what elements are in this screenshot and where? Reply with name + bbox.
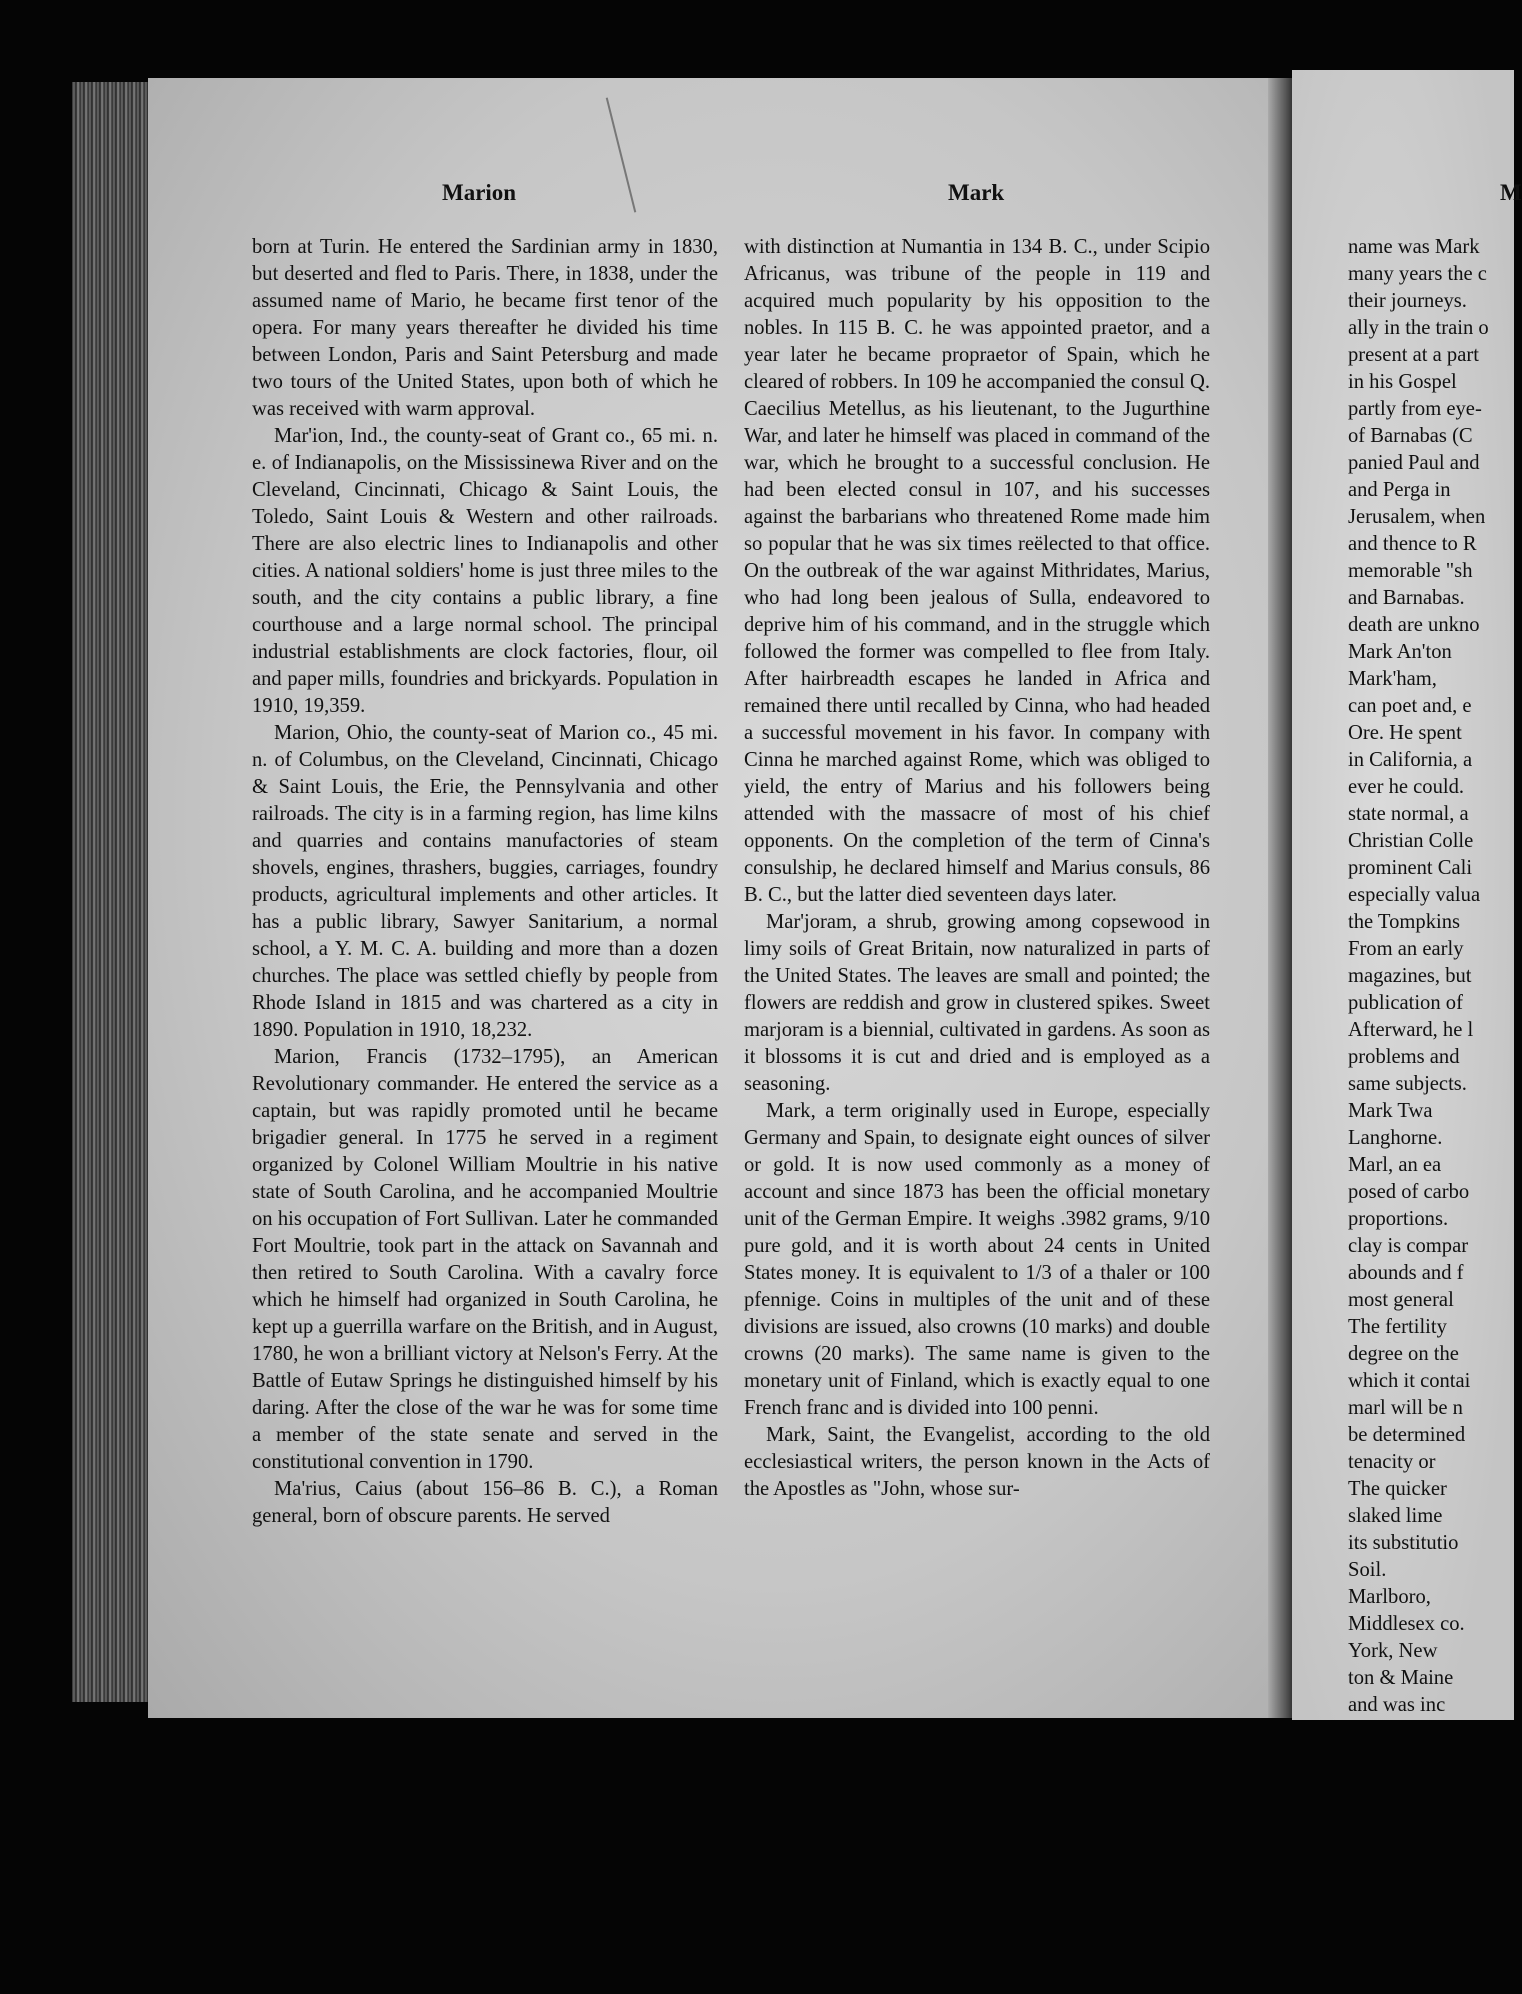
left-text-column [252, 234, 718, 1530]
right-column-line: most general [1348, 1289, 1454, 1311]
running-head-right: M [1500, 180, 1522, 205]
right-column-line: Mark'ham, [1348, 668, 1437, 690]
book-page-edges [72, 82, 152, 1702]
right-column-line: The quicker [1348, 1478, 1447, 1500]
entry-marjoram: Mar'joram, a shrub, growing among copsewood in limy soils of Great Britain, now naturalized in parts of the United States. The leaves are small and pointed; the flowers are reddish and grow in clustered spikes. Sweet marjoram is a biennial, cultivated in gardens. As soon as it blossoms it is cut and dried and is employed as a seasoning. [744, 911, 1210, 1095]
right-column-line: From an early [1348, 938, 1464, 960]
right-column-line: which it contai [1348, 1370, 1471, 1392]
entry-marion-ohio: Marion, Ohio, the county-seat of Marion co., 45 mi. n. of Columbus, on the Cleveland, Cincinnati, Chicago & Saint Louis, the Erie, the Pennsylvania and other railroads. The city is in a farming region, has lime kilns and quarries and contains manufactories of steam shovels, engines, thrashers, buggies, carriages, foundry products, agricultural implements and other articles. It has a public library, Sawyer Sanitarium, a normal school, a Y. M. C. A. building and more than a dozen churches. The place was settled chiefly by people from Rhode Island in 1815 and was chartered as a city in 1890. Population in 1910, 18,232. [252, 722, 718, 1041]
right-column-line: in California, a [1348, 749, 1473, 771]
right-column-line: of Barnabas (C [1348, 425, 1473, 447]
right-column-line: state normal, a [1348, 803, 1469, 825]
right-column-line: ton & Maine [1348, 1667, 1454, 1689]
right-column-line: magazines, but [1348, 965, 1472, 987]
right-column-line: degree on the [1348, 1343, 1459, 1365]
right-column-line: Marlboro, [1348, 1586, 1431, 1608]
right-column-line: be determined [1348, 1424, 1466, 1446]
paragraph-continuation: with distinction at Numantia in 134 B. C., under Scipio Africanus, was tribune of the people in 119 and acquired much popularity by his opposition to the nobles. In 115 B. C. he was appointed praetor, and a year later he became propraetor of Spain, which he cleared of robbers. In 109 he accompanied the consul Q. Caecilius Metellus, as his lieutenant, to the Jugurthine War, and later he himself was placed in command of the war, which he brought to a successful conclusion. He had been elected consul in 107, and his successes against the barbarians who threatened Rome made him so popular that he was six times reëlected to that office. On the outbreak of the war against Mithridates, Marius, who had long been jealous of Sulla, endeavored to deprive him of his command, and in the struggle which followed the former was compelled to flee from Italy. After hairbreadth escapes he landed in Africa and remained there until recalled by Cinna, who had headed a successful movement in his favor. In company with Cinna he marched against Rome, which was obliged to yield, the entry of Marius and his followers being attended with the massacre of most of his chief opponents. On the completion of the term of Cinna's consulship, he declared himself and Marius consuls, 86 B. C., but the latter died seventeen days later. [744, 236, 1210, 906]
right-column-line: problems and [1348, 1046, 1460, 1068]
entry-marius-caius: Ma'rius, Caius (about 156–86 B. C.), a Roman general, born of obscure parents. He served [252, 1478, 718, 1527]
right-column-line: their journeys. [1348, 290, 1467, 312]
right-column-line: York, New [1348, 1640, 1438, 1662]
right-column-line: tenacity or [1348, 1451, 1436, 1473]
right-column-line: posed of carbo [1348, 1181, 1470, 1203]
right-column-line: marl will be n [1348, 1397, 1463, 1419]
right-column-line: abounds and f [1348, 1262, 1464, 1284]
right-column-line: ally in the train o [1348, 317, 1489, 339]
right-column-line: Mark Twa [1348, 1100, 1433, 1122]
right-column-line: can poet and, e [1348, 695, 1472, 717]
right-column-line: especially valua [1348, 884, 1481, 906]
right-column-line: slaked lime [1348, 1505, 1443, 1527]
right-column-line: and was inc [1348, 1694, 1446, 1716]
right-column-line: ever he could. [1348, 776, 1465, 798]
right-text-column [1348, 234, 1514, 1719]
entry-marion-francis: Marion, Francis (1732–1795), an American Revolutionary commander. He entered the service as a captain, but was rapidly promoted until he became brigadier general. In 1775 he served in a regiment organized by Colonel William Moultrie in his native state of South Carolina, and he accompanied Moultrie on his occupation of Fort Sullivan. Later he commanded Fort Moultrie, took part in the attack on Savannah and then retired to South Carolina. With a cavalry force which he himself had organized in South Carolina, he kept up a guerrilla warfare on the British, and in August, 1780, he won a brilliant victory at Nelson's Ferry. At the Battle of Eutaw Springs he distinguished himself by his daring. After the close of the war he was for some time a member of the state senate and served in the constitutional convention in 1790. [252, 1046, 718, 1473]
right-column-line: its substitutio [1348, 1532, 1459, 1554]
right-column-line: and Barnabas. [1348, 587, 1465, 609]
running-head-center: Mark [948, 180, 1005, 205]
right-column-line: present at a part [1348, 344, 1479, 366]
right-column-line: The fertility [1348, 1316, 1447, 1338]
right-column-line: name was Mark [1348, 236, 1480, 258]
middle-text-column [744, 234, 1210, 1503]
paragraph-continuation: born at Turin. He entered the Sardinian army in 1830, but deserted and fled to Paris. There, in 1838, under the assumed name of Mario, he became first tenor of the opera. For many years thereafter he divided his time between London, Paris and Saint Petersburg and made two tours of the United States, upon both of which he was received with warm approval. [252, 236, 718, 420]
entry-marion-indiana: Mar'ion, Ind., the county-seat of Grant co., 65 mi. n. e. of Indianapolis, on the Mississinewa River and on the Cleveland, Cincinnati, Chicago & Saint Louis, the Toledo, Saint Louis & Western and other railroads. There are also electric lines to Indianapolis and other cities. A national soldiers' home is just three miles to the south, and the city contains a public library, a fine courthouse and a large normal school. The principal industrial establishments are clock factories, flour, oil and paper mills, foundries and brickyards. Population in 1910, 19,359. [252, 425, 718, 717]
entry-mark-saint: Mark, Saint, the Evangelist, according to the old ecclesiastical writers, the person known in the Acts of the Apostles as "John, whose sur- [744, 1424, 1210, 1500]
right-column-line: the Tompkins [1348, 911, 1461, 933]
right-column-line: in his Gospel [1348, 371, 1457, 393]
right-column-line: same subjects. [1348, 1073, 1467, 1095]
right-column-line: Ore. He spent [1348, 722, 1462, 744]
right-column-line: Christian Colle [1348, 830, 1474, 852]
right-column-line: panied Paul and [1348, 452, 1480, 474]
entry-mark-currency: Mark, a term originally used in Europe, especially Germany and Spain, to designate eight ounces of silver or gold. It is now used commonly as a money of account and since 1873 has been the official monetary unit of the German Empire. It weighs .3982 grams, 9/10 pure gold, and it is worth about 24 cents in United States money. It is equivalent to 1/3 of a thaler or 100 pfennige. Coins in multiples of the unit and of these divisions are issued, also crowns (10 marks) and double crowns (20 marks). The same name is given to the monetary unit of Finland, which is exactly equal to one French franc and is divided into 100 penni. [744, 1100, 1210, 1419]
right-column-line: prominent Cali [1348, 857, 1473, 879]
right-column-line: publication of [1348, 992, 1463, 1014]
right-column-line: proportions. [1348, 1208, 1449, 1230]
right-column-line: and thence to R [1348, 533, 1477, 555]
right-column-line: many years the c [1348, 263, 1487, 285]
right-column-line: death are unkno [1348, 614, 1480, 636]
right-column-line: Middlesex co. [1348, 1613, 1465, 1635]
running-head-left: Marion [442, 180, 517, 205]
right-column-line: and Perga in [1348, 479, 1451, 501]
right-column-line: Mark An'ton [1348, 641, 1452, 663]
right-column-line: Marl, an ea [1348, 1154, 1442, 1176]
right-column-line: partly from eye- [1348, 398, 1482, 420]
right-column-line: Jerusalem, when [1348, 506, 1486, 528]
right-column-line: Langhorne. [1348, 1127, 1443, 1149]
right-column-line: Soil. [1348, 1559, 1387, 1581]
right-column-line: Afterward, he l [1348, 1019, 1474, 1041]
right-column-line: memorable "sh [1348, 560, 1473, 582]
right-column-line: clay is compar [1348, 1235, 1469, 1257]
